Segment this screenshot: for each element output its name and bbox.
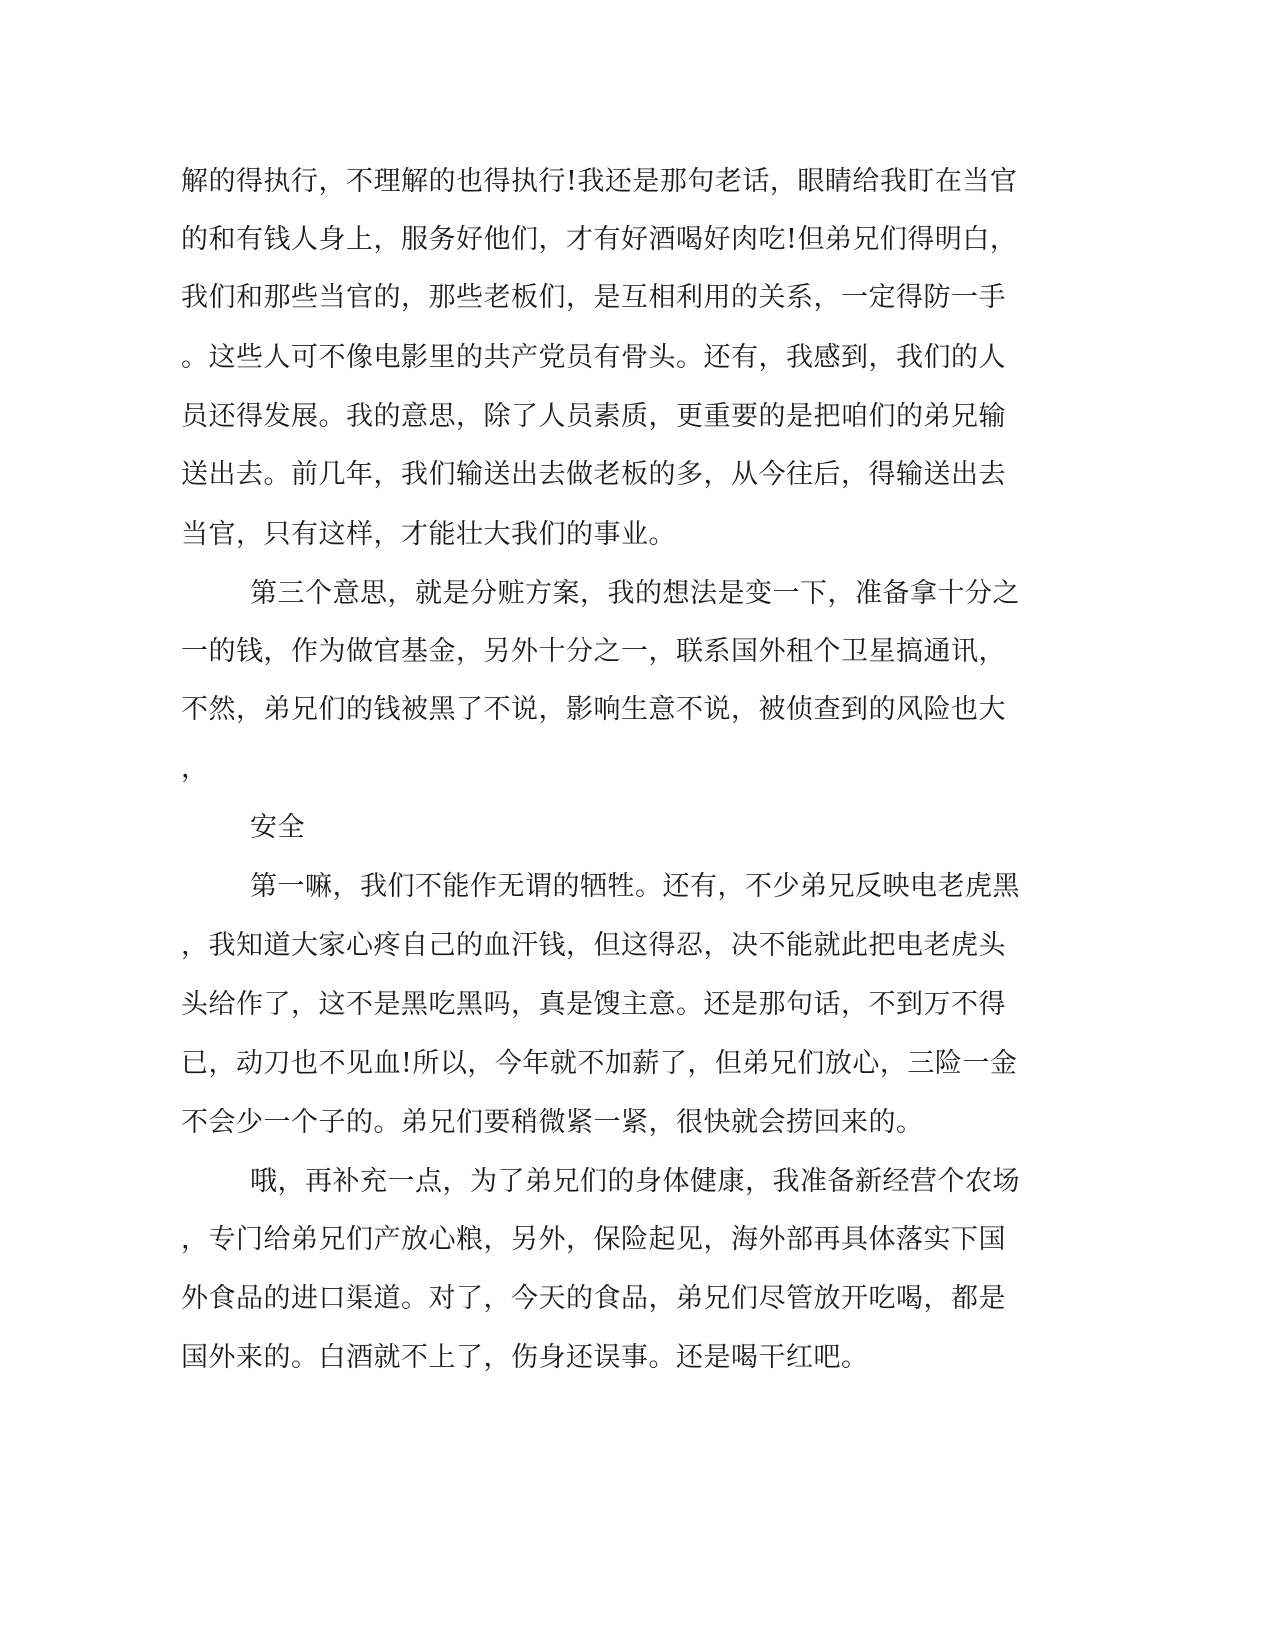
text-line: 我们和那些当官的，那些老板们，是互相利用的关系，一定得防一手 (181, 282, 1006, 313)
text-line: 不会少一个子的。弟兄们要稍微紧一紧，很快就会捞回来的。 (181, 1107, 924, 1138)
text-line: 头给作了，这不是黑吃黑吗，真是馊主意。还是那句话，不到万不得 (181, 989, 1006, 1020)
text-line: 当官，只有这样，才能壮大我们的事业。 (181, 519, 676, 550)
text-line: 不然，弟兄们的钱被黑了不说，影响生意不说，被侦查到的风险也大 (181, 694, 1006, 725)
text-line: ，我知道大家心疼自己的血汗钱，但这得忍，决不能就此把电老虎头 (181, 930, 1006, 961)
text-line: 一的钱，作为做官基金，另外十分之一，联系国外租个卫星搞通讯， (181, 636, 1006, 667)
text-line: ， (181, 753, 209, 784)
text-line: 国外来的。白酒就不上了，伤身还误事。还是喝干红吧。 (181, 1342, 869, 1373)
text-line: 送出去。前几年，我们输送出去做老板的多，从今往后，得输送出去 (181, 459, 1006, 490)
text-line: 第三个意思，就是分赃方案，我的想法是变一下，准备拿十分之 (250, 578, 1020, 609)
text-line: 员还得发展。我的意思，除了人员素质，更重要的是把咱们的弟兄输 (181, 401, 1006, 432)
text-line: 解的得执行，不理解的也得执行!我还是那句老话，眼睛给我盯在当官 (181, 166, 1018, 197)
text-line: 外食品的进口渠道。对了，今天的食品，弟兄们尽管放开吃喝，都是 (181, 1283, 1006, 1314)
section-heading: 安全 (250, 812, 305, 843)
text-line: 哦，再补充一点，为了弟兄们的身体健康，我准备新经营个农场 (250, 1166, 1020, 1197)
text-line: 已，动刀也不见血!所以，今年就不加薪了，但弟兄们放心，三险一金 (181, 1048, 1018, 1079)
text-line: ，专门给弟兄们产放心粮，另外，保险起见，海外部再具体落实下国 (181, 1224, 1006, 1255)
text-line: 的和有钱人身上，服务好他们，才有好酒喝好肉吃!但弟兄们得明白， (181, 224, 1018, 255)
text-line: 。这些人可不像电影里的共产党员有骨头。还有，我感到，我们的人 (181, 342, 1006, 373)
text-line: 第一嘛，我们不能作无谓的牺牲。还有，不少弟兄反映电老虎黑 (250, 871, 1020, 902)
